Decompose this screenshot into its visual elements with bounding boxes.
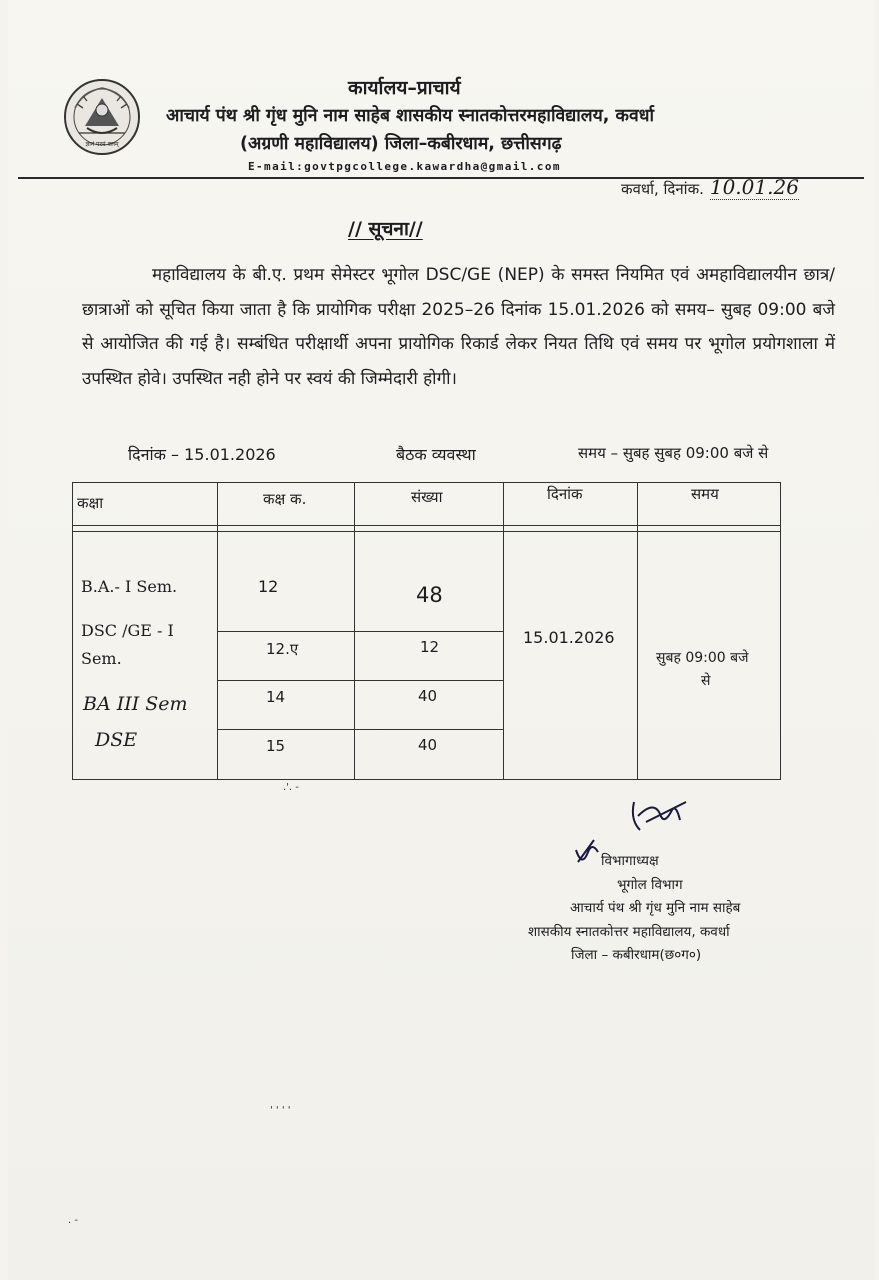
issue-date-label: कवर्धा, दिनांक.	[621, 180, 704, 198]
exam-time-cell-suffix: से	[701, 673, 711, 689]
issue-date	[621, 175, 799, 199]
student-count: 40	[418, 687, 438, 705]
paper-speck: .'. -	[283, 782, 299, 793]
signatory-college-line1: आचार्य पंथ श्री गृंध मुनि नाम साहेब	[570, 900, 741, 916]
table-divider	[217, 729, 503, 730]
college-logo	[63, 78, 141, 156]
table-divider	[637, 483, 638, 779]
exam-date: दिनांक – 15.01.2026	[128, 445, 276, 464]
signatory-department: भूगोल विभाग	[617, 876, 683, 893]
header-time: समय	[691, 485, 719, 503]
signatory-college-line2: शासकीय स्नातकोत्तर महाविद्यालय, कवर्धा	[528, 923, 730, 940]
table-divider	[217, 680, 503, 681]
handwritten-class: BA III Sem	[83, 693, 188, 715]
handwritten-paper: DSE	[95, 729, 138, 751]
room-number: 12.ए	[266, 640, 299, 658]
header-room: कक्ष क.	[263, 490, 307, 508]
logo-caption: ज्ञानं परमं बलम्	[85, 141, 119, 148]
exam-time-cell: सुबह 09:00 बजे	[656, 650, 749, 666]
table-divider	[73, 525, 780, 526]
room-number: 14	[266, 688, 286, 706]
header-class: कक्षा	[77, 494, 104, 512]
office-title: कार्यालय–प्राचार्य	[348, 77, 461, 99]
paper-speck: ' ' ' '	[270, 1105, 291, 1116]
class-sem: Sem.	[81, 649, 122, 668]
college-district: (अग्रणी महाविद्यालय) जिला–कबीरधाम, छत्तीसगढ़	[240, 134, 562, 154]
college-name: आचार्य पंथ श्री गृंध मुनि नाम साहेब शासकीय स्नातकोत्तरमहाविद्यालय, कवर्धा	[166, 106, 654, 126]
notice-page	[8, 0, 874, 1280]
room-number: 12	[258, 577, 279, 596]
exam-time: समय – सुबह सुबह 09:00 बजे से	[578, 444, 769, 462]
student-count: 12	[420, 638, 440, 656]
room-number: 15	[266, 737, 286, 755]
notice-body	[82, 258, 835, 396]
table-divider	[73, 531, 780, 532]
paper-speck: . -	[68, 1215, 78, 1226]
header-date: दिनांक	[547, 485, 583, 503]
table-divider	[217, 631, 503, 632]
notice-body-text: महाविद्यालय के बी.ए. प्रथम सेमेस्टर भूगोल DSC/GE (NEP) के समस्त नियमित एवं अमहाविद्यालयीन छात्र/छात्राओं को सूचित किया जाता है कि प्रायोगिक परीक्षा 2025–26 दिनांक 15.01.2026 को समय– सुबह 09:00 बजे से आयोजित की गई है। सम्बंधित परीक्षार्थी अपना प्रायोगिक रिकार्ड लेकर नियत तिथि एवं समय पर भूगोल प्रयोगशाला में उपस्थित होवे। उपस्थित नही होने पर स्वयं की जिम्मेदारी होगी।	[82, 265, 835, 389]
class-subject: DSC /GE - I	[81, 621, 174, 640]
notice-title: // सूचना//	[348, 218, 423, 240]
header-count: संख्या	[411, 488, 443, 506]
class-label: B.A.- I Sem.	[81, 577, 178, 596]
signature-block	[528, 850, 788, 968]
student-count: 48	[416, 583, 443, 607]
table-divider	[503, 483, 504, 779]
seating-table	[72, 482, 781, 780]
exam-date-cell: 15.01.2026	[523, 628, 615, 647]
signatory-district: जिला – कबीरधाम(छ०ग०)	[571, 947, 702, 963]
seating-title: बैठक व्यवस्था	[396, 445, 476, 464]
issue-date-value: 10.01.26	[709, 175, 799, 199]
college-email: E-mail:govtpgcollege.kawardha@gmail.com	[248, 160, 561, 173]
signatory-title: विभागाध्यक्ष	[601, 853, 659, 869]
student-count: 40	[418, 736, 438, 754]
